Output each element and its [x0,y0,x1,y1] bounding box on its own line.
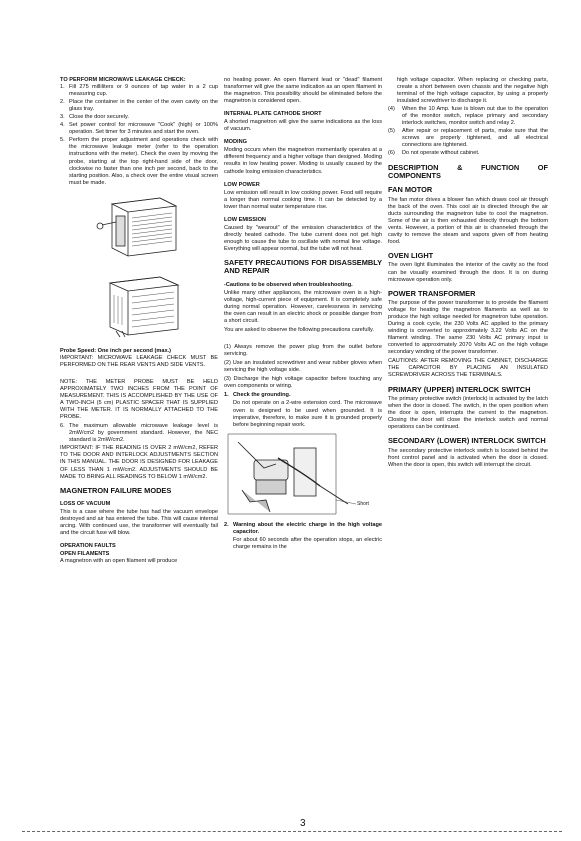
heading-leakage-check: TO PERFORM MICROWAVE LEAKAGE CHECK: [60,77,186,83]
heading-low-power: LOW POWER [224,181,260,188]
list-item: 3. Close the door securely. [60,114,129,121]
text-oven-light: The oven light illuminates the interior of the cavity so the food can be visually examined through the door. It is on during microwave operation only. [388,262,548,283]
list-item: 5. Perform the proper adjustment and operations check with the microwave leakage meter (refer to the operation instructions with the meter). Check the oven by moving the probe, starting at the top right-hand side of the door, clockwise no faster than one inch per second, back to the starting position. Also, a check over the entire visual screen must be made. [60,137,218,186]
text-loss-vacuum: This is a case where the tube has had the vacuum envelope destroyed and air has entered the tube. This will cause internal arcing. With continued use, the transformer will eventually fail and the circuit fuse will blow. [60,509,218,537]
heading-power-transformer: POWER TRANSFORMER [388,288,476,298]
text-low-power: Low emission will result in low cooking power. Food will require a longer than normal cooking time. It can be detected by a lower than normal water temperature rise. [224,189,382,210]
precaution-1: (1) Always remove the power plug from the outlet before servicing. [224,344,382,358]
capacitor-discharge-figure [224,430,382,522]
list-item: 2. Warning about the electric charge in the high voltage capacitor. [224,521,382,535]
list-item: (5) After repair or replacement of parts, make sure that the screws are properly tightened, and all electrical connections are tightened. [388,128,548,149]
column-2 [224,77,382,552]
column-3 [388,77,548,471]
text-secondary-interlock: The secondary protective interlock switch is located behind the front control panel and is activated when the door is closed. When the door is open, this switch will interrupt the circuit. [388,447,548,468]
text-plate-cathode-short: A shorted magnetron will give the same indications as the loss of vacuum. [224,119,382,133]
heading-primary-interlock: PRIMARY (UPPER) INTERLOCK SWITCH [388,384,531,394]
list-item: high voltage capacitor. When replacing or checking parts, create a short between oven chassis and the negative high terminal of the high voltage capacitor, by using a properly insulated screwdriver to discharge it. [397,77,548,105]
important-reading: IMPORTANT: IF THE READING IS OVER 2 mW/cm2, REFER TO THE DOOR AND INTERLOCK ADJUSTMENTS SECTION IN THIS MANUAL. THE DOOR IS DESIGNED FOR LEAKAGE OF LESS THAN 1 mW/cm2. ADJUSTMENTS SHOULD BE MADE TO BRING ALL READINGS TO BELOW 1 mW/cm2. [60,445,218,480]
important-vents: IMPORTANT: MICROWAVE LEAKAGE CHECK MUST BE PERFORMED ON THE REAR VENTS AND SIDE VENTS. [60,354,218,368]
heading-cautions: -Cautions to be observed when troubleshooting. [224,281,353,288]
heading-safety-precautions: SAFETY PRECAUTIONS FOR DISASSEMBLY AND REPAIR [224,257,382,276]
probe-speed: Probe Speed: One inch per second (max.) [60,347,171,354]
list-item: 4. Set power control for microwave "Cook" (high) or 100% operation. Set timer for 3 minutes and start the oven. [60,122,218,136]
heading-open-filaments: OPEN FILAMENTS [60,551,110,558]
note-probe: NOTE: THE METER PROBE MUST BE HELD APPROXIMATELY TWO INCHES FROM THE POINT OF MEASUREMENT. THIS IS ACCOMPLISHED BY THE USE OF A TWO-INCH (5 cm) PLASTIC SPACER THAT IS SUPPLIED WITH THE METER. IT IS NORMALLY ATTACHED TO THE PROBE. [60,378,218,421]
capacitor-figure-svg [224,430,382,522]
text-observe: You are asked to observe the following precautions carefully. [224,327,374,334]
text-open-filaments-cont: no heating power. An open filament lead or "dead" filament transformer will give the same indication as an open filament in the magnetron. This possibility should be eliminated before the magnetron is considered open. [224,77,382,105]
list-item: Do not operate on a 2-wire extension cord. The microwave oven is designed to be used when grounded. It is imperative, therefore, to make sure it is grounded properly before beginning repair work. [233,400,382,428]
microwave-rear-vents-figure [60,273,218,341]
text-low-emission: Caused by "wearout" of the emission characteristics of the directly heated cathode. The tube current does not get high enough to cause the tube to oscillate with normal line voltage. Everything will appear normal, but the tube will not heat. [224,224,382,252]
heading-description-function: DESCRIPTION & FUNCTION OF COMPONENTS [388,162,548,180]
text-primary-interlock: The primary protective switch (interlock) is activated by the latch when the door is closed. The switch, in the open position when the door is open, interrupts the current to the magnetron. Closing the door will close the interlock switch and normal operations can be continued. [388,395,548,431]
list-item: 2. Place the container in the center of the oven cavity on the glass tray. [60,99,218,113]
text-fan-motor: The fan motor drives a blower fan which draws cool air through the back of the oven. This cool air is directed through the air ducts surrounding the magnetron tube to cool the magnetron. Some of the air is then exhausted directly through the bottom vents. However, a portion of this air is channeled through the cavity to remove the steam and vapors given off from heating food. [388,196,548,246]
list-item: (4) When the 10 Amp. fuse is blown out due to the operation of the monitor switch, replace primary and secondary interlock switches, monitor switch and relay 2. [388,106,548,127]
heading-magnetron-failure: MAGNETRON FAILURE MODES [60,485,172,495]
short-label: Short [357,500,369,507]
page-number: 3 [300,818,306,829]
heading-plate-cathode-short: INTERNAL PLATE CATHODE SHORT [224,111,322,118]
heading-moding: MODING [224,139,247,146]
cautions-discharge: CAUTIONS: AFTER REMOVING THE CABINET, DISCHARGE THE CAPACITOR BY PLACING AN INSULATED SCREWDRIVER ACROSS THE TERMINALS. [388,358,548,379]
heading-loss-vacuum: LOSS OF VACUUM [60,501,111,507]
heading-fan-motor: FAN MOTOR [388,185,433,195]
list-item: (6) Do not operate without cabinet. [388,150,480,157]
footer-divider [22,831,562,832]
heading-secondary-interlock: SECONDARY (LOWER) INTERLOCK SWITCH [388,436,546,446]
text-moding: Moding occurs when the magnetron momentarily operates at a different frequency and a higher voltage than designed. Moding results in low heating power. Moding is usually caused by the cathode losing emission characteristics. [224,147,382,175]
text-open-filaments: A magnetron with an open filament will produce [60,558,178,565]
column-1 [60,77,218,567]
text-power-transformer: The purpose of the power transformer is to provide the filament voltage for heating the magnetron filaments as well as to produce the high voltage needed for magnetron tube operation. During a cook cycle, the 230 Volts AC applied to the primary winding is converted to approximately 3.22 Volts AC on the filament winding. The same 230 Volts AC primary input is converted to approximately 2070 Volts AC on the high voltage secondary winding of the power transformer. [388,300,548,356]
list-item: For about 60 seconds after the operation stops, an electric charge remains in the [233,536,382,550]
leakage-steps [60,84,218,187]
heading-oven-light: OVEN LIGHT [388,251,434,261]
microwave-front-probe-figure [60,192,218,262]
text-cautions: Unlike many other appliances, the microwave oven is a high-voltage, high-current piece of equipment. It is completely safe during normal operation. However, carelessness in servicing the oven can result in an electric shock or possible danger from a short circuit. [224,289,382,325]
list-item: 1. Fill 275 milliliters or 9 ounces of tap water in a 2 cup measuring cup. [60,84,218,98]
precaution-3: (3) Discharge the high voltage capacitor before touching any oven components or wiring. [224,376,382,390]
heading-operation-faults: OPERATION FAULTS [60,543,116,550]
list-item: 1. Check the grounding. [224,392,291,399]
precaution-2: (2) Use an insulated screwdriver and wear rubber gloves when servicing the high voltage side. [224,360,382,374]
list-item: 6. The maximum allowable microwave leakage level is 2mW/cm2 by government standard. However, the NEC standard is 2mW/cm2. [60,423,218,444]
heading-low-emission: LOW EMISSION [224,216,266,223]
